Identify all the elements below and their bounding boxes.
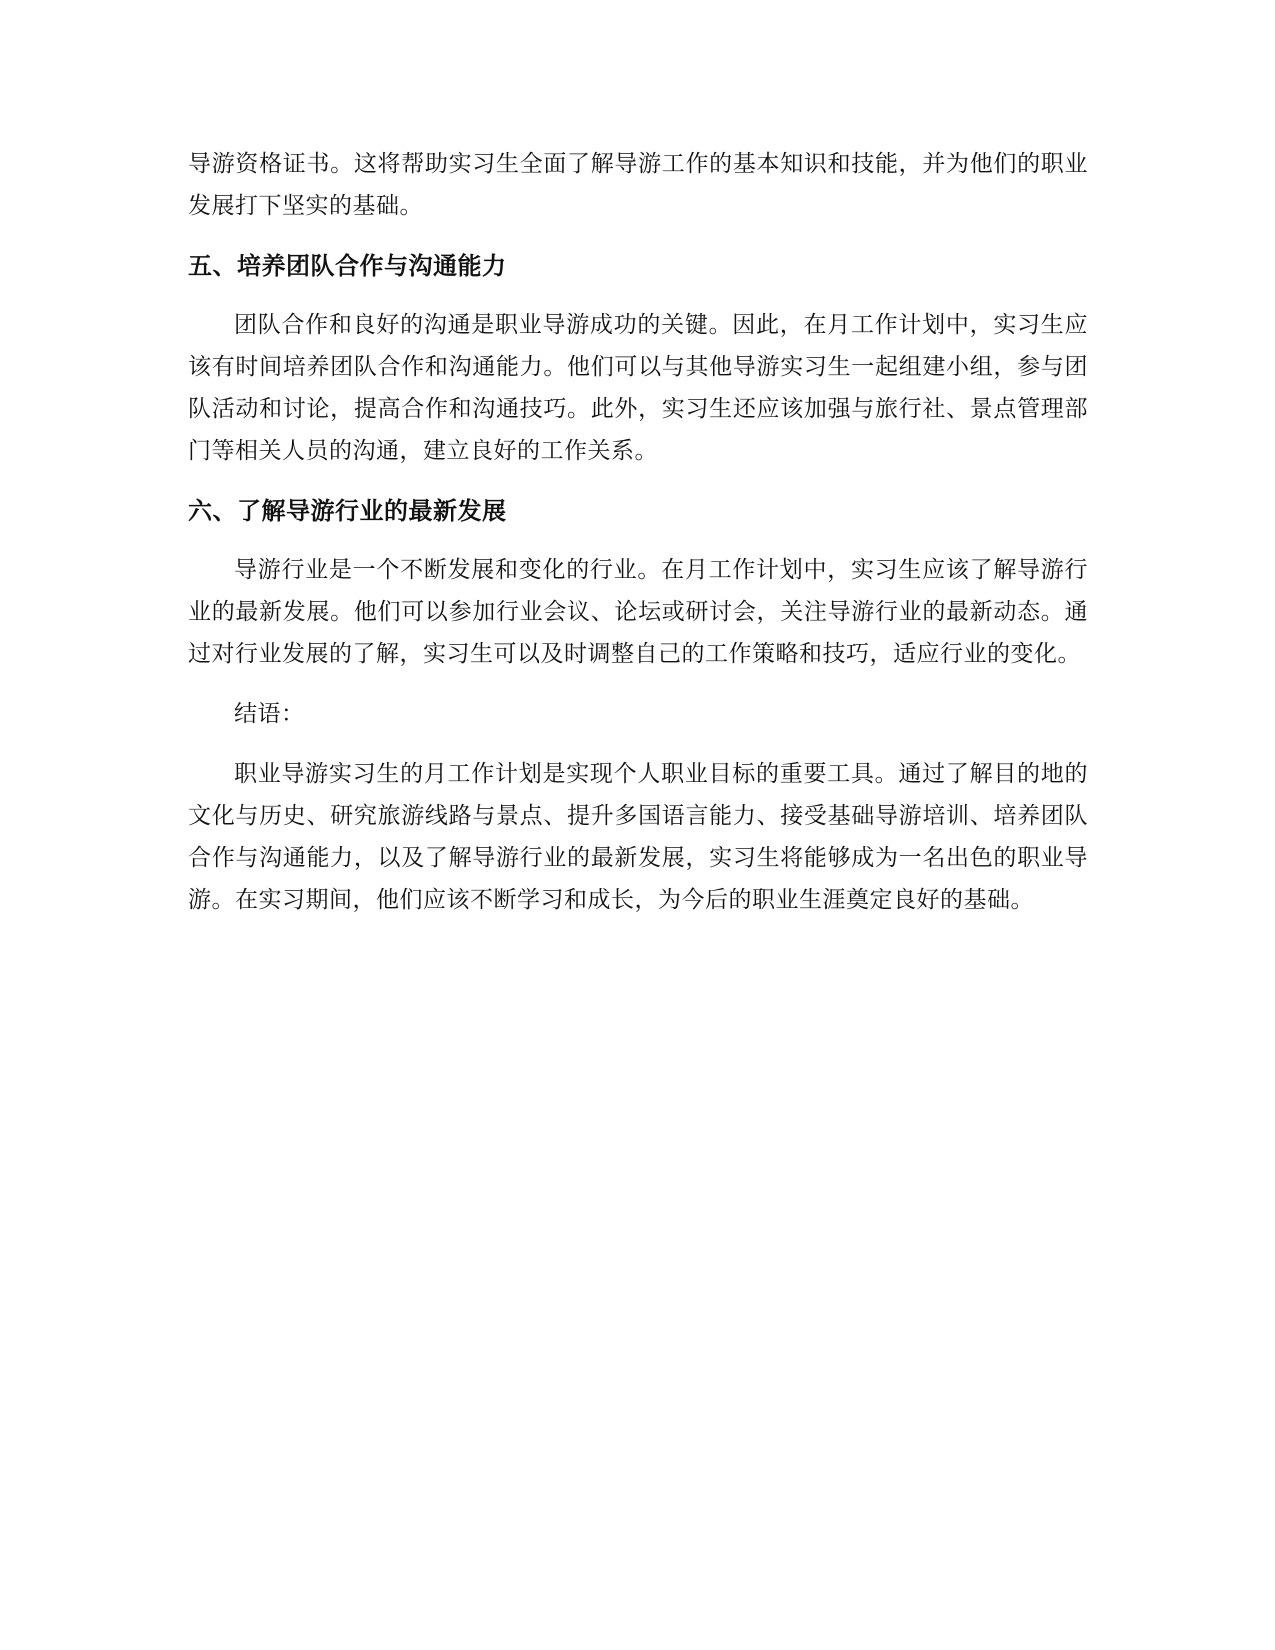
continuation-paragraph: 导游资格证书。这将帮助实习生全面了解导游工作的基本知识和技能，并为他们的职业发展打下坚实的基础。 [188,151,1088,219]
conclusion-paragraph: 职业导游实习生的月工作计划是实现个人职业目标的重要工具。通过了解目的地的文化与历史、研究旅游线路与景点、提升多国语言能力、接受基础导游培训、培养团队合作与沟通能力，以及了解导游行业的最新发展，实习生将能够成为一名出色的职业导游。在实习期间，他们应该不断学习和成长，为今后的职业生涯奠定良好的基础。 [188,761,1088,913]
section-6-paragraph: 导游行业是一个不断发展和变化的行业。在月工作计划中，实习生应该了解导游行业的最新发展。他们可以参加行业会议、论坛或研讨会，关注导游行业的最新动态。通过对行业发展的了解，实习生可以及时调整自己的工作策略和技巧，适应行业的变化。 [188,557,1088,667]
section-5-heading: 五、培养团队合作与沟通能力 [188,252,507,280]
conclusion-label: 结语： [234,701,305,727]
section-6-heading: 六、了解导游行业的最新发展 [188,497,507,525]
document-body [188,143,1088,921]
section-5-paragraph: 团队合作和良好的沟通是职业导游成功的关键。因此，在月工作计划中，实习生应该有时间培养团队合作和沟通能力。他们可以与其他导游实习生一起组建小组，参与团队活动和讨论，提高合作和沟通技巧。此外，实习生还应该加强与旅行社、景点管理部门等相关人员的沟通，建立良好的工作关系。 [188,312,1088,464]
